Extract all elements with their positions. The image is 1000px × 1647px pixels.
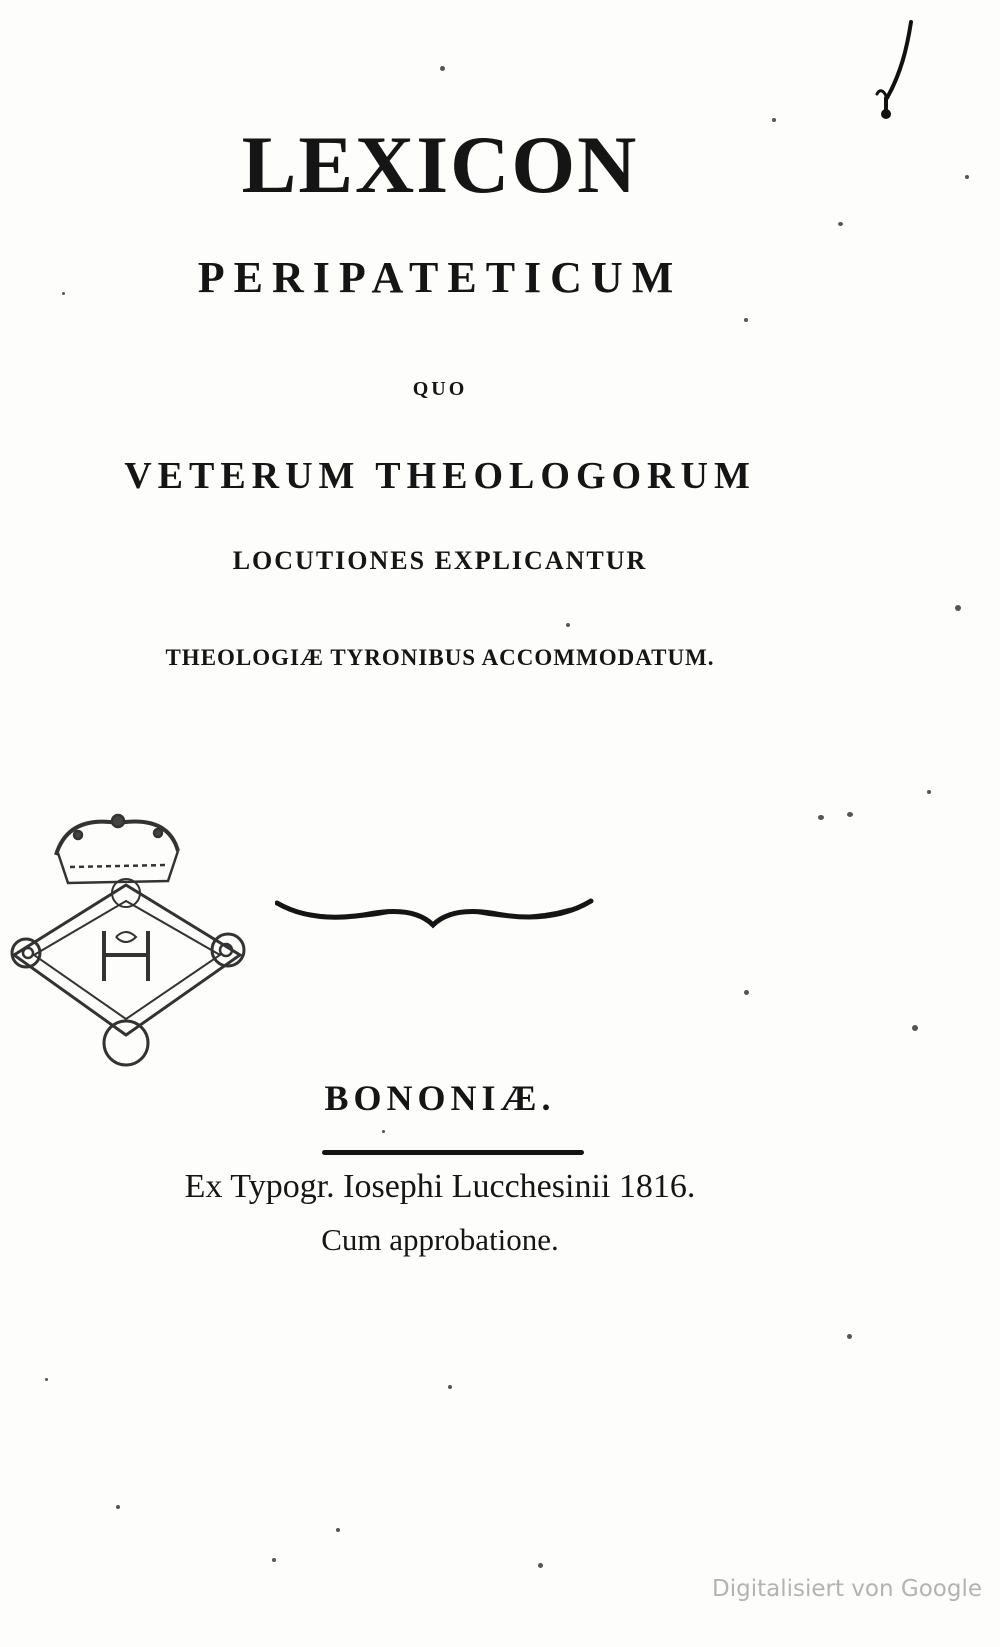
imprint-place: BONONIÆ. xyxy=(324,1078,556,1118)
imprint-rule xyxy=(322,1150,584,1155)
paper-speck xyxy=(847,1334,852,1339)
paper-speck xyxy=(448,1385,452,1389)
paper-speck xyxy=(45,1378,48,1381)
paper-speck xyxy=(382,1130,385,1133)
paper-speck xyxy=(336,1528,340,1532)
paper-speck xyxy=(116,1505,120,1509)
digitization-credit: Digitalisiert von Google xyxy=(712,1576,982,1602)
ornament-flourish-icon xyxy=(275,895,595,935)
paper-speck xyxy=(440,66,445,71)
paper-speck xyxy=(744,990,749,995)
paper-speck xyxy=(838,222,843,226)
paper-speck xyxy=(744,318,748,322)
book-subtitle-2: VETERUM THEOLOGORUM xyxy=(124,455,756,497)
book-subtitle-4: THEOLOGIÆ TYRONIBUS ACCOMMODATUM. xyxy=(165,645,715,670)
connector-word: QUO xyxy=(412,378,468,400)
paper-speck xyxy=(818,815,824,820)
library-stamp-icon xyxy=(8,805,258,1085)
paper-speck xyxy=(538,1563,543,1568)
paper-speck xyxy=(912,1025,918,1031)
imprint-printer: Ex Typogr. Iosephi Lucchesinii 1816. xyxy=(184,1168,696,1205)
book-subtitle-1: PERIPATETICUM xyxy=(197,253,683,302)
paper-speck xyxy=(847,812,853,817)
handwritten-mark-icon xyxy=(875,18,923,128)
paper-speck xyxy=(955,605,961,611)
paper-speck xyxy=(965,175,969,179)
paper-speck xyxy=(927,790,931,794)
paper-speck xyxy=(566,623,570,627)
approbation-note: Cum approbatione. xyxy=(321,1222,559,1257)
paper-speck xyxy=(272,1558,276,1562)
book-title: LEXICON xyxy=(241,119,639,210)
book-subtitle-3: LOCUTIONES EXPLICANTUR xyxy=(232,546,648,575)
